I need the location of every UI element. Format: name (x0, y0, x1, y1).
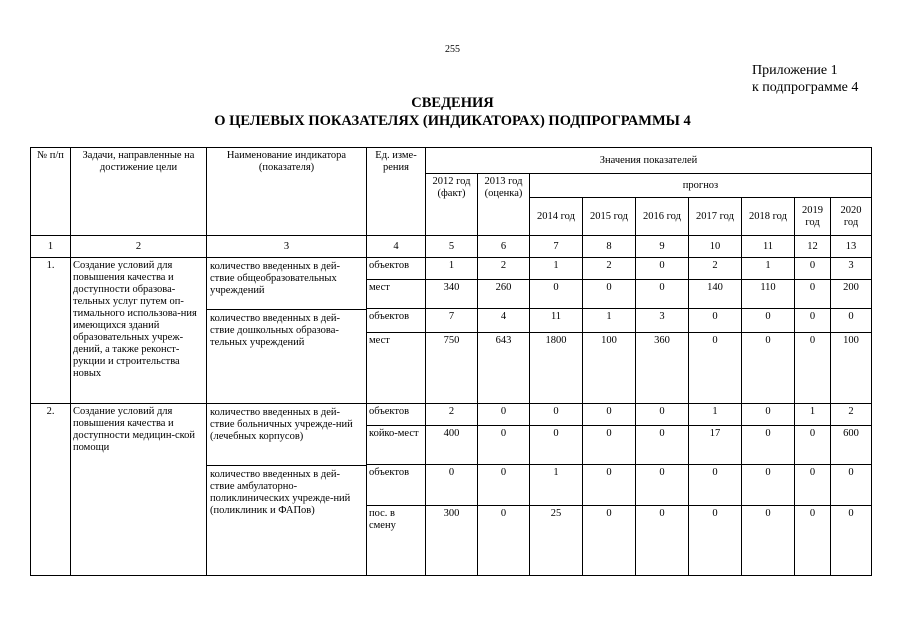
page-number: 255 (445, 44, 460, 55)
value-cell: 0 (831, 505, 872, 575)
unit-cell: койко-мест (367, 426, 426, 465)
value-cell: 643 (478, 333, 530, 404)
value-cell: 0 (583, 280, 636, 309)
value-cell: 0 (530, 426, 583, 465)
header-year-2016: 2016 год (636, 198, 689, 236)
value-cell: 0 (795, 309, 831, 333)
unit-cell: объектов (367, 258, 426, 280)
value-cell: 300 (426, 505, 478, 575)
value-cell: 0 (831, 309, 872, 333)
value-cell: 0 (478, 505, 530, 575)
colnum-cell: 13 (831, 236, 872, 258)
appendix-line-2: к подпрограмме 4 (752, 80, 859, 95)
value-cell: 0 (530, 280, 583, 309)
value-cell: 0 (795, 258, 831, 280)
colnum-cell: 12 (795, 236, 831, 258)
unit-cell: мест (367, 280, 426, 309)
header-indicator: Наименование индикатора (показателя) (207, 148, 367, 236)
value-cell: 1800 (530, 333, 583, 404)
value-cell: 0 (478, 404, 530, 426)
value-cell: 0 (689, 333, 742, 404)
value-cell: 0 (583, 465, 636, 505)
header-unit: Ед. изме-рения (367, 148, 426, 236)
colnum-cell: 10 (689, 236, 742, 258)
header-2013: 2013 год (оценка) (478, 174, 530, 236)
header-year-2020: 2020 год (831, 198, 872, 236)
value-cell: 25 (530, 505, 583, 575)
value-cell: 0 (689, 309, 742, 333)
colnum-cell: 6 (478, 236, 530, 258)
value-cell: 11 (530, 309, 583, 333)
task-cell: Создание условий для повышения качества и доступности образова-тельных услуг путем оп-тимального использова-ния имеющихся зданий образовательных учреж-дений, а также реконст-рукции и строительства новых (71, 258, 207, 404)
header-year-2017: 2017 год (689, 198, 742, 236)
value-cell: 1 (426, 258, 478, 280)
value-cell: 3 (831, 258, 872, 280)
header-year-2019: 2019 год (795, 198, 831, 236)
value-cell: 750 (426, 333, 478, 404)
indicators-table (30, 147, 872, 576)
value-cell: 2 (689, 258, 742, 280)
value-cell: 0 (742, 333, 795, 404)
header-tasks: Задачи, направленные на достижение цели (71, 148, 207, 236)
value-cell: 0 (795, 280, 831, 309)
value-cell: 1 (530, 258, 583, 280)
value-cell: 7 (426, 309, 478, 333)
value-cell: 1 (583, 309, 636, 333)
row-number: 2. (31, 404, 71, 576)
indicator-name: количество введенных в дей-ствие больничных учрежде-ний (лечебных корпусов) (210, 407, 353, 442)
colnum-cell: 4 (367, 236, 426, 258)
value-cell: 0 (742, 505, 795, 575)
header-forecast: прогноз (530, 174, 872, 198)
header-year-2018: 2018 год (742, 198, 795, 236)
value-cell: 0 (530, 404, 583, 426)
value-cell: 1 (742, 258, 795, 280)
value-cell: 0 (742, 309, 795, 333)
value-cell: 0 (636, 404, 689, 426)
value-cell: 600 (831, 426, 872, 465)
value-cell: 140 (689, 280, 742, 309)
indicator-name: количество введенных в дей-ствие дошкольных образова-тельных учреждений (207, 309, 366, 349)
value-cell: 0 (636, 505, 689, 575)
value-cell: 400 (426, 426, 478, 465)
header-values: Значения показателей (426, 148, 872, 174)
column-number-row (31, 236, 872, 258)
value-cell: 100 (583, 333, 636, 404)
value-cell: 200 (831, 280, 872, 309)
value-cell: 0 (795, 426, 831, 465)
title-line-2: О ЦЕЛЕВЫХ ПОКАЗАТЕЛЯХ (ИНДИКАТОРАХ) ПОДПРОГРАММЫ 4 (214, 113, 691, 129)
table-row (31, 404, 872, 426)
value-cell: 0 (478, 465, 530, 505)
value-cell: 0 (636, 258, 689, 280)
value-cell: 340 (426, 280, 478, 309)
unit-cell: мест (367, 333, 426, 404)
value-cell: 360 (636, 333, 689, 404)
colnum-cell: 2 (71, 236, 207, 258)
indicator-name: количество введенных в дей-ствие общеобразовательных учреждений (210, 261, 340, 296)
value-cell: 0 (742, 426, 795, 465)
value-cell: 0 (795, 505, 831, 575)
value-cell: 0 (831, 465, 872, 505)
header-year-2015: 2015 год (583, 198, 636, 236)
appendix-note (752, 62, 858, 96)
header-num: № п/п (31, 148, 71, 236)
colnum-cell: 11 (742, 236, 795, 258)
value-cell: 2 (478, 258, 530, 280)
colnum-cell: 1 (31, 236, 71, 258)
unit-cell: объектов (367, 465, 426, 505)
value-cell: 0 (583, 404, 636, 426)
colnum-cell: 9 (636, 236, 689, 258)
value-cell: 0 (636, 465, 689, 505)
header-year-2014: 2014 год (530, 198, 583, 236)
colnum-cell: 3 (207, 236, 367, 258)
value-cell: 0 (742, 465, 795, 505)
header-2012: 2012 год (факт) (426, 174, 478, 236)
value-cell: 110 (742, 280, 795, 309)
value-cell: 0 (742, 404, 795, 426)
title-line-1: СВЕДЕНИЯ (411, 95, 494, 111)
colnum-cell: 7 (530, 236, 583, 258)
value-cell: 0 (636, 426, 689, 465)
value-cell: 2 (831, 404, 872, 426)
value-cell: 0 (636, 280, 689, 309)
value-cell: 17 (689, 426, 742, 465)
unit-cell: объектов (367, 404, 426, 426)
value-cell: 1 (530, 465, 583, 505)
indicator-cell (207, 404, 367, 576)
value-cell: 260 (478, 280, 530, 309)
indicator-name: количество введенных в дей-ствие амбулаторно-поликлинических учрежде-ний (поликлиник и ФАПов) (207, 465, 366, 575)
value-cell: 1 (795, 404, 831, 426)
value-cell: 100 (831, 333, 872, 404)
colnum-cell: 8 (583, 236, 636, 258)
value-cell: 0 (795, 465, 831, 505)
colnum-cell: 5 (426, 236, 478, 258)
indicator-cell (207, 258, 367, 404)
value-cell: 0 (795, 333, 831, 404)
value-cell: 0 (583, 505, 636, 575)
task-cell: Создание условий для повышения качества и доступности медицин-ской помощи (71, 404, 207, 576)
value-cell: 4 (478, 309, 530, 333)
value-cell: 0 (426, 465, 478, 505)
value-cell: 2 (583, 258, 636, 280)
value-cell: 1 (689, 404, 742, 426)
value-cell: 0 (583, 426, 636, 465)
value-cell: 3 (636, 309, 689, 333)
unit-cell: пос. в смену (367, 505, 426, 575)
document-title (0, 94, 905, 130)
value-cell: 0 (689, 505, 742, 575)
unit-cell: объектов (367, 309, 426, 333)
value-cell: 0 (478, 426, 530, 465)
appendix-line-1: Приложение 1 (752, 63, 838, 78)
row-number: 1. (31, 258, 71, 404)
table-row (31, 258, 872, 280)
value-cell: 2 (426, 404, 478, 426)
value-cell: 0 (689, 465, 742, 505)
